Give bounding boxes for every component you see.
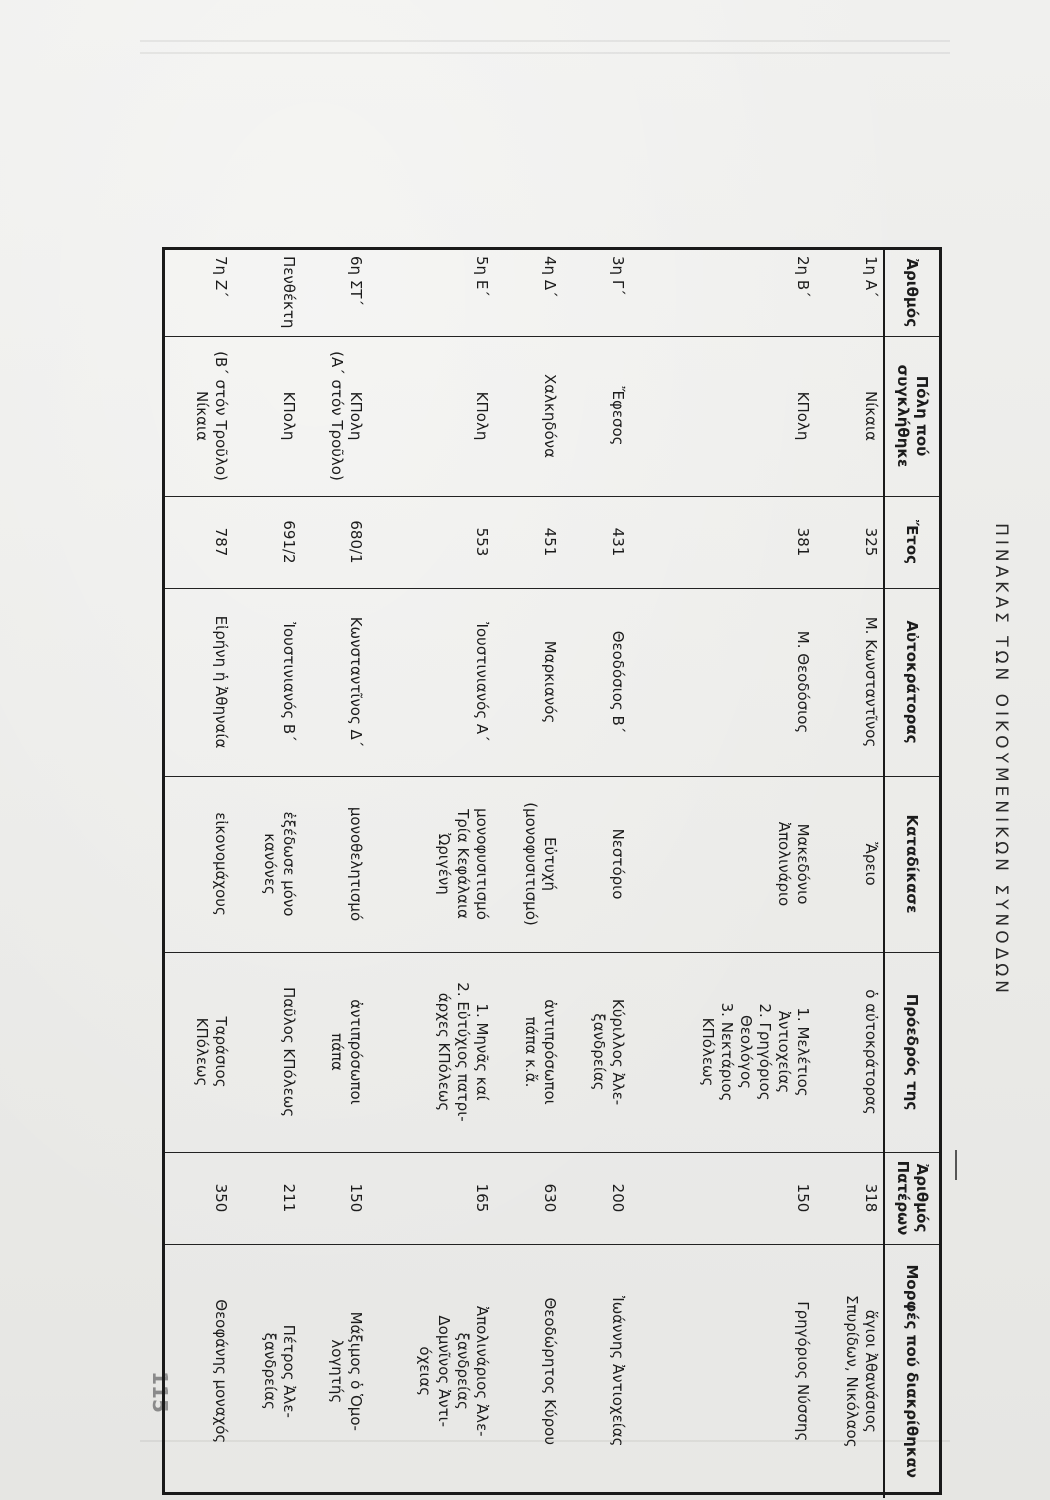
cell-line: Εἰρήνη ἡ Ἀθηναία <box>211 615 230 749</box>
year-cell: 451 <box>495 496 563 588</box>
bleed-line <box>140 52 950 54</box>
column-header: Ἀριθμός <box>884 250 939 336</box>
cell-line: ΚΠολη <box>279 391 298 441</box>
president-cell <box>495 952 563 1152</box>
president-cell <box>815 952 884 1152</box>
table-row <box>165 250 233 1498</box>
year-cell: 691/2 <box>233 496 301 588</box>
cell-line: Πέτρος Ἀλε- <box>279 1324 298 1418</box>
fathers-count-cell: 150 <box>301 1152 369 1244</box>
year-cell: 431 <box>562 496 630 588</box>
bleed-line <box>140 40 950 42</box>
figures-cell <box>165 1244 233 1498</box>
figures-cell <box>301 1244 369 1498</box>
cell-line: Θεοδώρητος Κύρου <box>541 1297 560 1446</box>
column-header: Πόλη πού συγκλήθηκε <box>884 336 939 496</box>
cell-line: Γρηγόριος Νύσσης <box>793 1301 812 1442</box>
synods-table-frame <box>162 247 942 1495</box>
cell-line: κανόνες <box>260 833 279 895</box>
fathers-count-cell: 165 <box>368 1152 494 1244</box>
cell-line: 1. Μελέτιος <box>793 1007 812 1097</box>
cell-line: Ἀντιοχείας <box>774 1010 793 1094</box>
cell-line: Ἰουστινιανός Α΄ <box>473 622 492 742</box>
table-row <box>301 250 369 1498</box>
cell-line: Θεοδόσιος Β΄ <box>608 630 627 734</box>
city-cell <box>495 336 563 496</box>
cell-line: ξανδρείας <box>260 1332 279 1410</box>
page-number: 115 <box>148 1371 172 1413</box>
emperor-cell <box>562 588 630 776</box>
figures-cell <box>495 1244 563 1498</box>
cell-line: ΚΠόλεως <box>192 1017 211 1087</box>
cell-line: Ἰωάννης Ἀντιοχείας <box>608 1296 627 1447</box>
column-header: Ἔτος <box>884 496 939 588</box>
cell-line: Δομνῖνος Ἀντι- <box>435 1315 454 1428</box>
president-cell <box>233 952 301 1152</box>
page-title: ΠΙΝΑΚΑΣ ΤΩΝ ΟΙΚΟΥΜΕΝΙΚΩΝ ΣΥΝΟΔΩΝ <box>991 523 1011 997</box>
synod-number-cell: 1η Α΄ <box>815 250 884 336</box>
table-row <box>815 250 884 1498</box>
cell-line: 3. Νεκτάριος <box>717 1002 736 1102</box>
city-cell <box>630 336 815 496</box>
year-cell: 680/1 <box>301 496 369 588</box>
fathers-count-cell: 630 <box>495 1152 563 1244</box>
cell-line: ἅγιοι Ἀθανάσιος <box>862 1309 880 1433</box>
figures-cell <box>815 1244 884 1498</box>
cell-line: ΚΠολη <box>793 391 812 441</box>
cell-line: (μονοφυσιτισμό) <box>522 802 541 926</box>
year-cell: 381 <box>630 496 815 588</box>
table-row <box>233 250 301 1498</box>
figures-cell <box>368 1244 494 1498</box>
cell-line: ΚΠολη <box>347 391 366 441</box>
cell-line: (Β΄ στόν Τροῦλο) <box>211 351 230 481</box>
cell-line: λογητής <box>328 1339 347 1404</box>
table-row <box>368 250 494 1498</box>
cell-line: πάπα <box>328 1033 347 1071</box>
cell-line: Τρία Κεφάλαια <box>454 809 473 919</box>
cell-line: 2. Γρηγόριος <box>755 1003 774 1101</box>
city-cell <box>368 336 494 496</box>
cell-line: Ἰουστινιανός Β΄ <box>279 622 298 742</box>
table-row <box>562 250 630 1498</box>
president-cell <box>368 952 494 1152</box>
president-cell <box>165 952 233 1152</box>
cell-line: Μαρκιανός <box>541 640 560 724</box>
synod-number-cell: 5η Ε΄ <box>368 250 494 336</box>
emperor-cell <box>233 588 301 776</box>
cell-line: Νίκαια <box>862 391 880 441</box>
column-header: Πρόεδρός της <box>884 952 939 1152</box>
condemned-cell <box>165 776 233 952</box>
cell-line: ἀντιπρόσωποι <box>541 999 560 1105</box>
cell-line: 1. Μηνᾶς καί <box>473 1003 492 1101</box>
condemned-cell <box>301 776 369 952</box>
emperor-cell <box>301 588 369 776</box>
synod-number-cell: 2η Β΄ <box>630 250 815 336</box>
column-header: Αὐτοκράτορας <box>884 588 939 776</box>
cell-line: ξανδρείας <box>589 1013 608 1091</box>
cell-line: ξανδρείας <box>454 1332 473 1410</box>
synod-number-cell: Πενθέκτη <box>233 250 301 336</box>
synods-table <box>165 250 939 1498</box>
cell-line: εἰκονομάχους <box>211 812 230 916</box>
table-header-row <box>884 250 939 1498</box>
cell-line: 2. Εὐτύχιος πατρι- <box>454 982 473 1122</box>
cell-line: μονοφυσιτισμό <box>473 808 492 920</box>
cell-line: Μακεδόνιο <box>793 823 812 905</box>
cell-line: ΚΠολη <box>473 391 492 441</box>
cell-line: Χαλκηδόνα <box>541 373 560 458</box>
fathers-count-cell: 350 <box>165 1152 233 1244</box>
president-cell <box>630 952 815 1152</box>
cell-line: Ἀπολινάριος Ἀλε- <box>473 1305 492 1437</box>
cell-line: Ἀπολινάριο <box>774 821 793 907</box>
table-body <box>165 250 884 1498</box>
cell-line: πάπα κ.ἄ. <box>522 1016 541 1088</box>
city-cell <box>165 336 233 496</box>
cell-line: Ταράσιος <box>211 1016 230 1088</box>
cell-line: μονοθελητισμό <box>347 806 366 922</box>
fathers-count-cell: 150 <box>630 1152 815 1244</box>
cell-line: Μ. Θεοδόσιος <box>793 630 812 734</box>
city-cell <box>815 336 884 496</box>
emperor-cell <box>495 588 563 776</box>
column-header: Μορφές πού διακρίθηκαν <box>884 1244 939 1498</box>
cell-line: Ὠριγένη <box>435 833 454 895</box>
figures-cell <box>562 1244 630 1498</box>
cell-line: Νίκαια <box>192 391 211 441</box>
cell-line: (Α΄ στόν Τροῦλο) <box>328 351 347 481</box>
cell-line: Εὐτυχή <box>541 836 560 892</box>
cell-line: Κωνσταντῖνος Δ΄ <box>347 616 366 748</box>
city-cell <box>233 336 301 496</box>
synod-number-cell: 3η Γ΄ <box>562 250 630 336</box>
condemned-cell <box>495 776 563 952</box>
cell-line: ἀντιπρόσωποι <box>347 999 366 1105</box>
cell-line: Ἄρειο <box>862 842 880 886</box>
margin-mark <box>955 1150 967 1180</box>
cell-line: Θεολόγος <box>736 1014 755 1089</box>
emperor-cell <box>368 588 494 776</box>
emperor-cell <box>630 588 815 776</box>
president-cell <box>562 952 630 1152</box>
condemned-cell <box>368 776 494 952</box>
president-cell <box>301 952 369 1152</box>
city-cell <box>562 336 630 496</box>
cell-line: Κύριλλος Ἀλε- <box>608 998 627 1106</box>
cell-line: Μ. Κωνσταντῖνος <box>862 616 880 748</box>
fathers-count-cell: 318 <box>815 1152 884 1244</box>
synod-number-cell: 4η Δ΄ <box>495 250 563 336</box>
year-cell: 325 <box>815 496 884 588</box>
condemned-cell <box>233 776 301 952</box>
condemned-cell <box>562 776 630 952</box>
synod-number-cell: 6η ΣΤ΄ <box>301 250 369 336</box>
emperor-cell <box>165 588 233 776</box>
table-row <box>630 250 815 1498</box>
cell-line: ὁ αὐτοκράτορας <box>862 989 880 1115</box>
year-cell: 553 <box>368 496 494 588</box>
figures-cell <box>233 1244 301 1498</box>
condemned-cell <box>630 776 815 952</box>
cell-line: ἐξέδωσε μόνο <box>279 811 298 917</box>
fathers-count-cell: 211 <box>233 1152 301 1244</box>
figures-cell <box>630 1244 815 1498</box>
emperor-cell <box>815 588 884 776</box>
year-cell: 787 <box>165 496 233 588</box>
city-cell <box>301 336 369 496</box>
cell-line: όχειας <box>416 1346 435 1397</box>
cell-line: Νεστόριο <box>608 828 627 900</box>
column-header: Καταδίκασε <box>884 776 939 952</box>
cell-line: Μάξιμος ὁ Ὁμο- <box>347 1311 366 1431</box>
condemned-cell <box>815 776 884 952</box>
cell-line: Σπυρίδων, Νικόλαος <box>843 1295 861 1448</box>
cell-line: ΚΠόλεως <box>698 1017 717 1087</box>
fathers-count-cell: 200 <box>562 1152 630 1244</box>
cell-line: Παῦλος ΚΠόλεως <box>279 986 298 1118</box>
cell-line: άρχες ΚΠόλεως <box>435 992 454 1112</box>
column-header: Ἀριθμός Πατέρων <box>884 1152 939 1244</box>
synod-number-cell: 7η Ζ΄ <box>165 250 233 336</box>
table-row <box>495 250 563 1498</box>
cell-line: Θεοφάνης μοναχός <box>211 1299 230 1444</box>
cell-line: Ἔφεσος <box>608 386 627 446</box>
